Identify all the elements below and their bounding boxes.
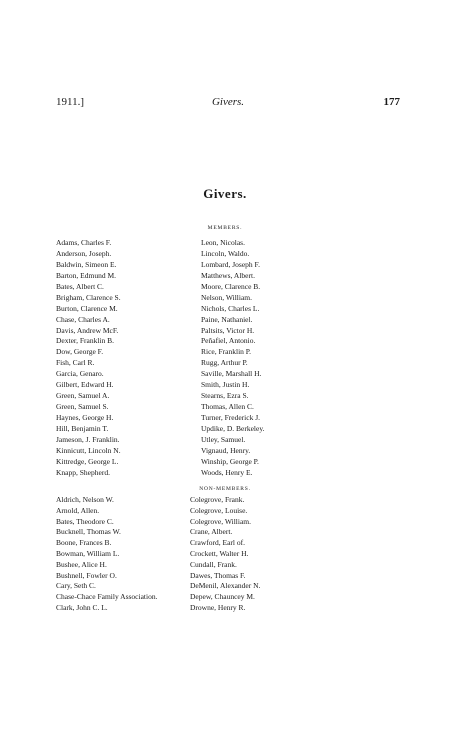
- giver-name: Depew, Chauncey M.: [190, 592, 255, 602]
- giver-name: Stearns, Ezra S.: [201, 391, 249, 401]
- giver-name: Lombard, Joseph F.: [201, 259, 260, 269]
- non-members-left-column: [56, 495, 157, 614]
- giver-name: Green, Samuel A.: [56, 391, 110, 401]
- giver-name: Colegrove, William.: [190, 516, 252, 526]
- non-members-right-column: [190, 495, 260, 614]
- giver-name: Matthews, Albert.: [201, 270, 255, 280]
- giver-name: Anderson, Joseph.: [56, 248, 112, 258]
- giver-name: Boone, Frances B.: [56, 538, 112, 548]
- giver-name: Dawes, Thomas F.: [190, 570, 246, 580]
- non-members-heading: NON-MEMBERS.: [199, 486, 251, 492]
- members-right-column: [201, 238, 264, 479]
- giver-name: Nichols, Charles L.: [201, 303, 260, 313]
- giver-name: Crane, Albert.: [190, 527, 233, 537]
- page-number: 177: [383, 96, 400, 108]
- giver-name: Arnold, Allen.: [56, 505, 100, 515]
- giver-name: Colegrove, Louise.: [190, 505, 248, 515]
- running-head-year: 1911.]: [56, 96, 85, 108]
- giver-name: Crockett, Walter H.: [190, 548, 249, 558]
- giver-name: Thomas, Allen C.: [201, 402, 254, 412]
- giver-name: Rice, Franklin P.: [201, 347, 251, 357]
- giver-name: Gilbert, Edward H.: [56, 380, 114, 390]
- giver-name: Bushee, Alice H.: [56, 559, 107, 569]
- giver-name: Jameson, J. Franklin.: [56, 434, 120, 444]
- giver-name: Fish, Carl R.: [56, 358, 95, 368]
- running-head-title: Givers.: [211, 96, 245, 108]
- giver-name: Woods, Henry E.: [201, 467, 253, 477]
- giver-name: Turner, Frederick J.: [201, 413, 260, 422]
- giver-name: Nelson, William.: [201, 292, 253, 302]
- giver-name: Adams, Charles F.: [56, 238, 112, 247]
- giver-name: DeMenil, Alexander N.: [190, 581, 261, 591]
- giver-name: Baldwin, Simeon E.: [56, 259, 117, 269]
- giver-name: Green, Samuel S.: [56, 402, 109, 412]
- giver-name: Utley, Samuel.: [201, 434, 246, 444]
- giver-name: Vignaud, Henry.: [201, 445, 251, 455]
- giver-name: Kittredge, George L.: [56, 456, 119, 466]
- giver-name: Bucknell, Thomas W.: [56, 527, 121, 537]
- giver-name: Chase-Chace Family Association.: [56, 592, 158, 602]
- giver-name: Knapp, Shepherd.: [56, 467, 110, 477]
- running-head: [56, 96, 400, 110]
- giver-name: Paine, Nathaniel.: [201, 314, 253, 324]
- giver-name: Lincoln, Waldo.: [201, 248, 250, 258]
- giver-name: Peñafiel, Antonio.: [201, 336, 256, 346]
- giver-name: Moore, Clarence B.: [201, 281, 261, 291]
- giver-name: Cundall, Frank.: [190, 559, 237, 569]
- giver-name: Drowne, Henry R.: [190, 602, 246, 612]
- giver-name: Burton, Clarence M.: [56, 303, 118, 313]
- giver-name: Rugg, Arthur P.: [201, 358, 248, 368]
- giver-name: Clark, John C. L.: [56, 602, 108, 612]
- members-heading: MEMBERS.: [207, 225, 243, 231]
- giver-name: Brigham, Clarence S.: [56, 292, 121, 302]
- giver-name: Smith, Justin H.: [201, 380, 250, 390]
- giver-name: Haynes, George H.: [56, 413, 114, 422]
- giver-name: Hill, Benjamin T.: [56, 423, 109, 433]
- giver-name: Saville, Marshall H.: [201, 369, 262, 379]
- giver-name: Kinnicutt, Lincoln N.: [56, 445, 121, 455]
- members-left-column: [56, 238, 121, 479]
- giver-name: Davis, Andrew McF.: [56, 325, 119, 335]
- giver-name: Chase, Charles A.: [56, 314, 110, 324]
- giver-name: Bowman, William L.: [56, 548, 120, 558]
- giver-name: Cary, Seth C.: [56, 581, 96, 591]
- giver-name: Colegrove, Frank.: [190, 495, 245, 504]
- giver-name: Bates, Albert C.: [56, 281, 104, 291]
- giver-name: Garcia, Genaro.: [56, 369, 104, 379]
- giver-name: Aldrich, Nelson W.: [56, 495, 114, 504]
- section-title: Givers.: [203, 186, 247, 201]
- giver-name: Bushnell, Fowler O.: [56, 570, 117, 580]
- giver-name: Updike, D. Berkeley.: [201, 423, 265, 433]
- giver-name: Winship, George P.: [201, 456, 259, 466]
- giver-name: Crawford, Earl of.: [190, 538, 245, 548]
- giver-name: Leon, Nicolas.: [201, 238, 245, 247]
- giver-name: Bates, Theodore C.: [56, 516, 114, 526]
- giver-name: Paltsits, Victor H.: [201, 325, 255, 335]
- giver-name: Barton, Edmund M.: [56, 270, 116, 280]
- giver-name: Dow, George F.: [56, 347, 104, 357]
- giver-name: Dexter, Franklin B.: [56, 336, 115, 346]
